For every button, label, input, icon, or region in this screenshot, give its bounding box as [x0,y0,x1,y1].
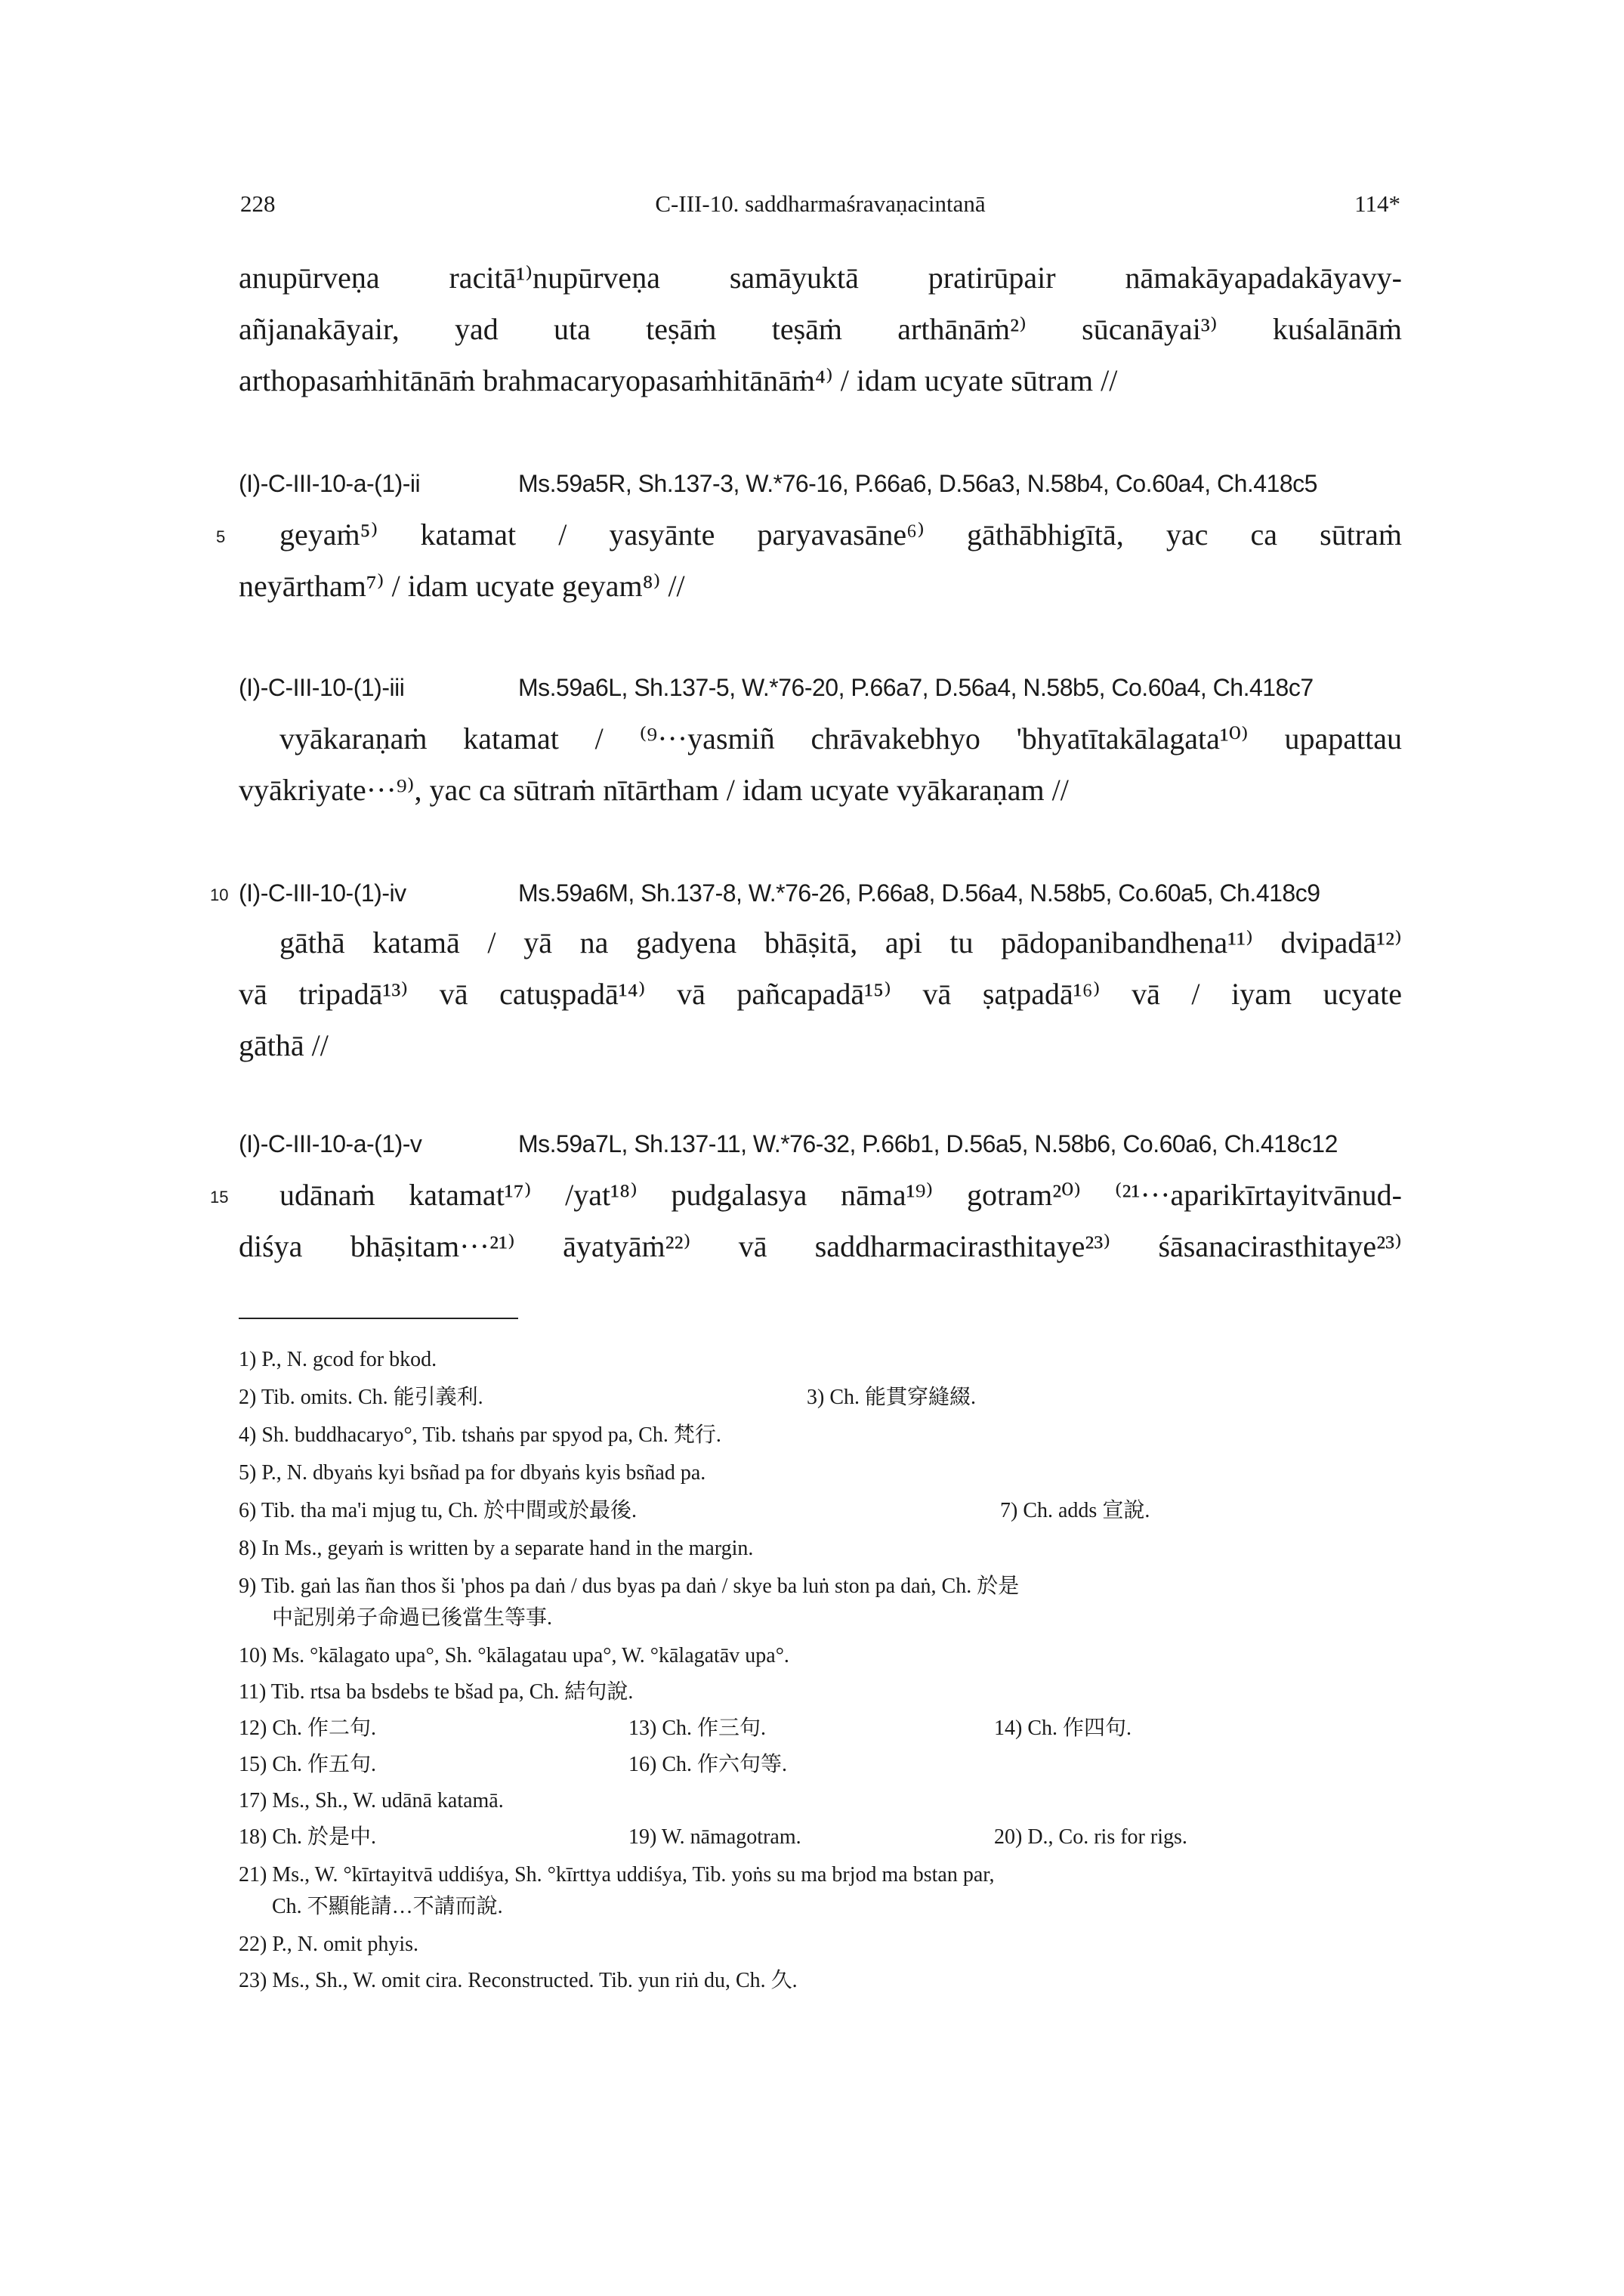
footnote-rule [239,1318,518,1319]
footnote: 10) Ms. °kālagato upa°, Sh. °kālagatau upa°, W. °kālagatāv upa°. [239,1644,789,1667]
footnote: 2) Tib. omits. Ch. 能引義利. [239,1386,483,1409]
edition-page-number: 114* [1354,190,1400,217]
section-code: (I)-C-III-10-a-(1)-ii [239,470,421,497]
footnote: 7) Ch. adds 宣說. [1000,1499,1150,1522]
footnote: 14) Ch. 作四句. [994,1717,1132,1740]
line-number: 10 [210,885,229,904]
text-line: udānaṁ katamat¹⁷⁾ /yat¹⁸⁾ pudgalasya nāma¹⁹⁾ gotram²⁰⁾ ⁽²¹···aparikīrtayitvānud- [279,1178,1402,1212]
text-line: geyaṁ⁵⁾ katamat / yasyānte paryavasāne⁶⁾ gāthābhigītā, yac ca sūtraṁ [279,518,1402,552]
footnote: 13) Ch. 作三句. [628,1717,767,1740]
footnote-row [239,1714,1132,1744]
text-line: arthopasaṁhitānāṁ brahmacaryopasaṁhitānāṁ⁴⁾ / idam ucyate sūtram // [239,363,1118,397]
section-reference [239,1127,1338,1160]
footnote: 12) Ch. 作二句. [239,1717,377,1740]
line-number: 15 [210,1188,229,1207]
text-line: gāthā // [239,1028,329,1062]
footnote: 3) Ch. 能貫穿縫綴. [807,1386,977,1409]
manuscript-references: Ms.59a7L, Sh.137-11, W.*76-32, P.66b1, D.56a5, N.58b6, Co.60a6, Ch.418c12 [518,1130,1338,1157]
section-reference [239,467,1317,500]
text-line: añjanakāyair, yad uta teṣāṁ teṣāṁ arthānāṁ²⁾ sūcanāyai³⁾ kuśalānāṁ [239,312,1402,346]
footnote: 6) Tib. tha ma'i mjug tu, Ch. 於中間或於最後. [239,1499,637,1522]
footnote: 16) Ch. 作六句等. [628,1753,788,1776]
running-title: C-III-10. saddharmaśravaṇacintanā [655,190,986,217]
line-number: 5 [216,527,226,546]
manuscript-references: Ms.59a6M, Sh.137-8, W.*76-26, P.66a8, D.56a4, N.58b5, Co.60a5, Ch.418c9 [518,879,1320,907]
footnote: 20) D., Co. ris for rigs. [994,1825,1187,1849]
text-line: anupūrveṇa racitā¹⁾nupūrveṇa samāyuktā pratirūpair nāmakāyapadakāyavy- [239,261,1402,295]
section-reference [239,876,1320,910]
section-code: (I)-C-III-10-(1)-iv [239,879,406,907]
text-line: diśya bhāṣitam···²¹⁾ āyatyāṁ²²⁾ vā saddharmacirasthitaye²³⁾ śāsanacirasthitaye²³⁾ [239,1229,1402,1263]
footnote: 1) P., N. gcod for bkod. [239,1348,437,1371]
footnote: 18) Ch. 於是中. [239,1825,377,1849]
page-number: 228 [240,190,276,217]
footnote: 21) Ms., W. °kīrtayitvā uddiśya, Sh. °kīrttya uddiśya, Tib. yoṅs su ma brjod ma bstan par, [239,1863,995,1887]
text-line: gāthā katamā / yā na gadyena bhāṣitā, api tu pādopanibandhena¹¹⁾ dvipadā¹²⁾ [279,926,1402,959]
text-line: vyākaraṇaṁ katamat / ⁽⁹···yasmiñ chrāvakebhyo 'bhyatītakālagata¹⁰⁾ upapattau [279,722,1402,756]
footnote: 9) Tib. gaṅ las ñan thos ši 'phos pa daṅ / dus byas pa daṅ / skye ba luṅ ston pa daṅ, Ch. 於是 [239,1574,1020,1598]
text-line: vā tripadā¹³⁾ vā catuṣpadā¹⁴⁾ vā pañcapadā¹⁵⁾ vā ṣaṭpadā¹⁶⁾ vā / iyam ucyate [239,977,1402,1011]
manuscript-references: Ms.59a6L, Sh.137-5, W.*76-20, P.66a7, D.56a4, N.58b5, Co.60a4, Ch.418c7 [518,674,1314,701]
running-header [240,190,1400,228]
footnote: 23) Ms., Sh., W. omit cira. Reconstructed. Tib. yun riṅ du, Ch. 久. [239,1969,798,1992]
footnote: 5) P., N. dbyaṅs kyi bsñad pa for dbyaṅs kyis bsñad pa. [239,1461,706,1485]
footnote-row [239,1496,1150,1526]
footnote: 17) Ms., Sh., W. udānā katamā. [239,1789,504,1812]
footnote: 4) Sh. buddhacaryo°, Tib. tshaṅs par spyod pa, Ch. 梵行. [239,1423,721,1447]
text-line: neyārtham⁷⁾ / idam ucyate geyam⁸⁾ // [239,569,685,603]
footnote-row [239,1822,1187,1853]
footnote-row [239,1383,977,1413]
section-reference [239,671,1314,704]
footnote-continuation: 中記別弟子命過已後當生等事. [272,1606,553,1630]
footnote-row [239,1750,788,1780]
footnote: 22) P., N. omit phyis. [239,1933,419,1956]
footnote: 15) Ch. 作五句. [239,1753,377,1776]
manuscript-references: Ms.59a5R, Sh.137-3, W.*76-16, P.66a6, D.56a3, N.58b4, Co.60a4, Ch.418c5 [518,470,1317,497]
text-line: vyākriyate···⁹⁾, yac ca sūtraṁ nītārtham / idam ucyate vyākaraṇam // [239,773,1069,807]
section-code: (I)-C-III-10-a-(1)-v [239,1130,422,1157]
footnote: 8) In Ms., geyaṁ is written by a separate hand in the margin. [239,1537,754,1560]
footnote-continuation: Ch. 不顯能請…不請而說. [272,1895,503,1918]
section-code: (I)-C-III-10-(1)-iii [239,674,405,701]
footnote: 19) W. nāmagotram. [628,1825,801,1849]
footnote: 11) Tib. rtsa ba bsdebs te bšad pa, Ch. 結句說. [239,1680,634,1704]
